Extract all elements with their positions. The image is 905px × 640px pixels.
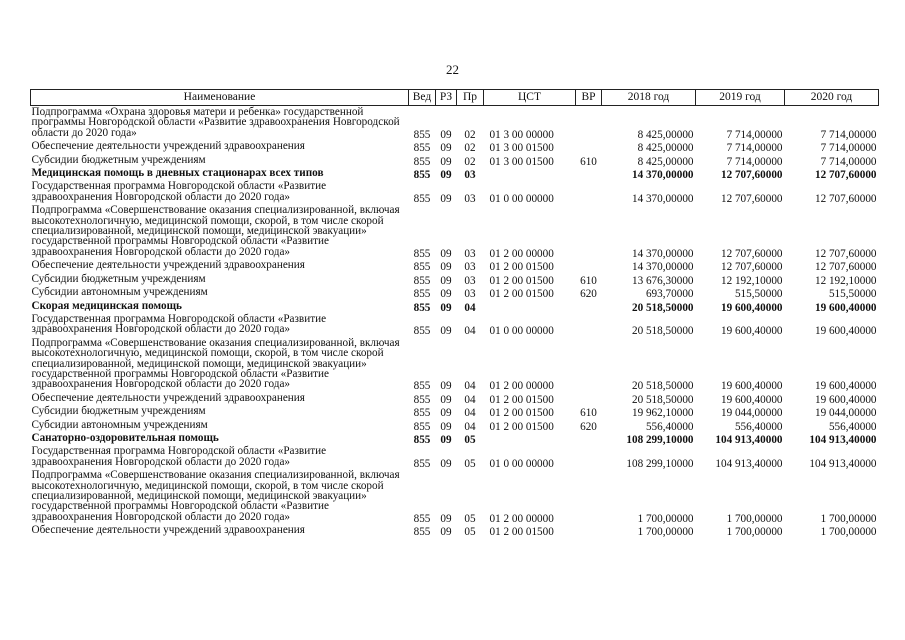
row-cst: 01 2 00 00000 xyxy=(489,512,554,525)
row-rz: 09 xyxy=(440,247,452,260)
row-amount-2020: 19 600,40000 xyxy=(814,380,877,393)
row-name: Государственная программа Новгородской области «Развитие здравоохранения Новгородской области до 2020 года» xyxy=(31,180,327,203)
row-rz: 09 xyxy=(440,142,452,155)
row-amount-2019: 1 700,00000 xyxy=(726,526,783,539)
table-row xyxy=(31,154,879,167)
row-vr xyxy=(576,524,602,537)
row-amount-2019: 12 707,60000 xyxy=(720,247,783,260)
row-amount-2019: 104 913,40000 xyxy=(715,457,783,470)
row-amount-2020: 7 714,00000 xyxy=(820,128,877,141)
table-row xyxy=(31,392,879,405)
row-amount-2020: 7 714,00000 xyxy=(820,142,877,155)
row-ved: 855 xyxy=(413,457,431,470)
table-row xyxy=(31,313,879,337)
row-pr: 05 xyxy=(464,457,476,470)
table-row xyxy=(31,300,879,313)
row-amount-2019: 19 600,40000 xyxy=(720,301,783,314)
row-ved: 855 xyxy=(413,247,431,260)
row-pr: 02 xyxy=(464,155,476,168)
table-row xyxy=(31,469,879,524)
row-amount-2020: 104 913,40000 xyxy=(809,457,877,470)
row-vr xyxy=(576,313,602,337)
row-rz: 09 xyxy=(440,261,452,274)
table-row xyxy=(31,259,879,272)
row-name: Подпрограмма «Совершенствование оказания специализированной, включая высокотехнологичную, медицинской помощи, скорой, в том числе скорой специализированной, медицинской помощи, медицинской эвакуации» государственной программы Новгородской области «Развитие здравоохранения Новгородской области до 2020 года» xyxy=(31,469,400,523)
table-row xyxy=(31,337,879,392)
row-cst: 01 3 00 01500 xyxy=(489,155,554,168)
row-pr: 04 xyxy=(464,325,476,338)
row-ved: 855 xyxy=(413,261,431,274)
row-rz: 09 xyxy=(440,433,452,446)
row-name: Субсидии бюджетным учреждениям xyxy=(31,153,206,166)
row-cst: 01 0 00 00000 xyxy=(489,325,554,338)
row-name: Обеспечение деятельности учреждений здравоохранения xyxy=(31,524,305,537)
row-amount-2018: 20 518,50000 xyxy=(631,393,694,406)
row-ved: 855 xyxy=(413,380,431,393)
row-amount-2019: 12 707,60000 xyxy=(720,169,783,182)
table-row xyxy=(31,140,879,153)
row-amount-2018: 14 370,00000 xyxy=(631,247,694,260)
row-cst: 01 0 00 00000 xyxy=(489,192,554,205)
table-row xyxy=(31,106,879,141)
row-amount-2018: 1 700,00000 xyxy=(637,512,694,525)
row-cst: 01 2 00 00000 xyxy=(489,247,554,260)
row-amount-2019: 19 044,00000 xyxy=(720,407,783,420)
row-amount-2018: 108 299,10000 xyxy=(626,457,694,470)
row-rz: 09 xyxy=(440,325,452,338)
row-cst xyxy=(484,432,576,445)
row-pr: 04 xyxy=(464,380,476,393)
row-cst: 01 2 00 00000 xyxy=(489,380,554,393)
row-vr xyxy=(576,445,602,469)
row-pr: 03 xyxy=(464,169,476,182)
row-amount-2020: 12 707,60000 xyxy=(814,169,877,182)
row-name: Скорая медицинская помощь xyxy=(31,299,182,312)
row-pr: 04 xyxy=(464,393,476,406)
row-cst: 01 2 00 01500 xyxy=(489,393,554,406)
row-amount-2018: 108 299,10000 xyxy=(626,433,694,446)
table-header-row xyxy=(31,90,879,106)
row-ved: 855 xyxy=(413,512,431,525)
row-ved: 855 xyxy=(413,128,431,141)
row-amount-2019: 556,40000 xyxy=(734,420,783,433)
row-amount-2018: 14 370,00000 xyxy=(631,261,694,274)
row-amount-2018: 20 518,50000 xyxy=(631,325,694,338)
row-rz: 09 xyxy=(440,192,452,205)
row-name: Подпрограмма «Совершенствование оказания специализированной, включая высокотехнологичную, медицинской помощи, скорой, в том числе скорой специализированной, медицинской помощи, медицинской эвакуации» государственной программы Новгородской области «Развитие здравоохранения Новгородской области до 2020 года» xyxy=(31,336,400,391)
row-amount-2020: 12 192,10000 xyxy=(814,274,877,287)
row-amount-2019: 19 600,40000 xyxy=(720,380,783,393)
row-cst: 01 3 00 00000 xyxy=(489,128,554,141)
row-amount-2020: 19 600,40000 xyxy=(814,301,877,314)
row-pr: 04 xyxy=(464,420,476,433)
row-rz: 09 xyxy=(440,393,452,406)
row-vr xyxy=(576,259,602,272)
table-row xyxy=(31,204,879,259)
header-name: Наименование xyxy=(31,90,409,106)
row-name: Субсидии автономным учреждениям xyxy=(31,418,208,431)
row-amount-2019: 7 714,00000 xyxy=(726,128,783,141)
table-row xyxy=(31,445,879,469)
row-amount-2019: 12 192,10000 xyxy=(720,274,783,287)
row-vr xyxy=(576,300,602,313)
row-pr: 05 xyxy=(464,512,476,525)
row-vr: 610 xyxy=(580,407,597,420)
row-amount-2020: 12 707,60000 xyxy=(814,261,877,274)
row-vr: 610 xyxy=(580,274,597,287)
row-name: Государственная программа Новгородской области «Развитие здравоохранения Новгородской области до 2020 года» xyxy=(31,445,327,468)
row-rz: 09 xyxy=(440,407,452,420)
row-pr: 04 xyxy=(464,301,476,314)
row-ved: 855 xyxy=(413,274,431,287)
row-pr: 02 xyxy=(464,142,476,155)
row-name: Обеспечение деятельности учреждений здравоохранения xyxy=(31,259,305,272)
row-ved: 855 xyxy=(413,142,431,155)
row-ved: 855 xyxy=(413,155,431,168)
row-amount-2019: 515,50000 xyxy=(734,288,783,301)
row-cst: 01 2 00 01500 xyxy=(489,274,554,287)
row-rz: 09 xyxy=(440,512,452,525)
budget-table xyxy=(30,89,879,538)
row-vr xyxy=(576,167,602,180)
row-amount-2018: 1 700,00000 xyxy=(637,526,694,539)
row-rz: 09 xyxy=(440,380,452,393)
row-ved: 855 xyxy=(413,192,431,205)
row-cst: 01 3 00 01500 xyxy=(489,142,554,155)
row-amount-2018: 14 370,00000 xyxy=(631,192,694,205)
row-pr: 02 xyxy=(464,128,476,141)
row-vr xyxy=(576,140,602,153)
row-vr: 620 xyxy=(580,288,597,301)
table-row xyxy=(31,524,879,537)
header-pr: Пр xyxy=(457,90,484,106)
row-amount-2019: 1 700,00000 xyxy=(726,512,783,525)
row-ved: 855 xyxy=(413,288,431,301)
row-ved: 855 xyxy=(413,393,431,406)
row-cst xyxy=(484,167,576,180)
header-ved: Вед xyxy=(409,90,436,106)
row-name: Медицинская помощь в дневных стационарах всех типов xyxy=(31,167,324,180)
row-amount-2020: 104 913,40000 xyxy=(809,433,877,446)
row-pr: 05 xyxy=(464,526,476,539)
row-vr xyxy=(576,204,602,259)
header-cst: ЦСТ xyxy=(484,90,576,106)
row-cst: 01 2 00 01500 xyxy=(489,261,554,274)
row-name: Подпрограмма «Совершенствование оказания специализированной, включая высокотехнологичную, медицинской помощи, скорой, в том числе скорой специализированной, медицинской помощи, медицинской эвакуации» государственной программы Новгородской области «Развитие здравоохранения Новгородской области до 2020 года» xyxy=(31,204,400,258)
row-amount-2020: 12 707,60000 xyxy=(814,247,877,260)
row-amount-2020: 1 700,00000 xyxy=(820,526,877,539)
row-amount-2018: 20 518,50000 xyxy=(631,301,694,314)
row-vr: 610 xyxy=(580,155,597,168)
row-amount-2019: 12 707,60000 xyxy=(720,261,783,274)
row-pr: 03 xyxy=(464,247,476,260)
header-2018: 2018 год xyxy=(602,90,696,106)
row-amount-2018: 13 676,30000 xyxy=(631,274,694,287)
row-vr xyxy=(576,432,602,445)
row-ved: 855 xyxy=(413,301,431,314)
row-rz: 09 xyxy=(440,457,452,470)
table-body xyxy=(31,106,879,538)
row-pr: 03 xyxy=(464,261,476,274)
row-vr xyxy=(576,392,602,405)
row-name: Субсидии бюджетным учреждениям xyxy=(31,272,206,285)
row-cst: 01 2 00 01500 xyxy=(489,420,554,433)
row-vr xyxy=(576,106,602,141)
row-amount-2019: 7 714,00000 xyxy=(726,155,783,168)
row-amount-2020: 7 714,00000 xyxy=(820,155,877,168)
row-name: Обеспечение деятельности учреждений здравоохранения xyxy=(31,391,305,404)
row-ved: 855 xyxy=(413,526,431,539)
row-vr xyxy=(576,469,602,524)
header-vr: ВР xyxy=(576,90,602,106)
row-amount-2018: 8 425,00000 xyxy=(637,128,694,141)
header-2020: 2020 год xyxy=(785,90,879,106)
row-name: Санаторно-оздоровительная помощь xyxy=(31,431,219,444)
row-vr: 620 xyxy=(580,420,597,433)
row-pr: 03 xyxy=(464,192,476,205)
row-name: Государственная программа Новгородской области «Развитие здравоохранения Новгородской области до 2020 года» xyxy=(31,312,327,336)
row-pr: 03 xyxy=(464,288,476,301)
header-2019: 2019 год xyxy=(696,90,785,106)
table-row xyxy=(31,419,879,432)
row-name: Субсидии бюджетным учреждениям xyxy=(31,405,206,418)
row-amount-2018: 20 518,50000 xyxy=(631,380,694,393)
row-cst: 01 2 00 01500 xyxy=(489,526,554,539)
row-amount-2020: 19 044,00000 xyxy=(814,407,877,420)
table-row xyxy=(31,180,879,204)
row-amount-2020: 12 707,60000 xyxy=(814,192,877,205)
row-pr: 05 xyxy=(464,433,476,446)
row-pr: 03 xyxy=(464,274,476,287)
row-ved: 855 xyxy=(413,420,431,433)
row-name: Подпрограмма «Охрана здоровья матери и ребенка» государственной программы Новгородской области «Развитие здравоохранения Новгородской области до 2020 года» xyxy=(31,106,400,139)
row-amount-2018: 8 425,00000 xyxy=(637,155,694,168)
table-row xyxy=(31,286,879,299)
row-vr xyxy=(576,180,602,204)
row-amount-2018: 693,70000 xyxy=(645,288,694,301)
row-amount-2020: 1 700,00000 xyxy=(820,512,877,525)
table-row xyxy=(31,167,879,180)
row-rz: 09 xyxy=(440,301,452,314)
table-row xyxy=(31,405,879,418)
table-row xyxy=(31,273,879,286)
row-amount-2019: 19 600,40000 xyxy=(720,325,783,338)
row-rz: 09 xyxy=(440,420,452,433)
row-cst: 01 2 00 01500 xyxy=(489,407,554,420)
row-amount-2018: 8 425,00000 xyxy=(637,142,694,155)
row-rz: 09 xyxy=(440,169,452,182)
row-amount-2019: 104 913,40000 xyxy=(715,433,783,446)
table-row xyxy=(31,432,879,445)
header-rz: РЗ xyxy=(436,90,457,106)
row-amount-2020: 19 600,40000 xyxy=(814,325,877,338)
row-amount-2019: 19 600,40000 xyxy=(720,393,783,406)
row-amount-2020: 19 600,40000 xyxy=(814,393,877,406)
row-amount-2020: 556,40000 xyxy=(828,420,877,433)
row-cst: 01 2 00 01500 xyxy=(489,288,554,301)
row-rz: 09 xyxy=(440,288,452,301)
row-amount-2018: 14 370,00000 xyxy=(631,169,694,182)
row-vr xyxy=(576,337,602,392)
row-amount-2020: 515,50000 xyxy=(828,288,877,301)
row-rz: 09 xyxy=(440,274,452,287)
budget-table-container xyxy=(30,89,878,538)
row-name: Субсидии автономным учреждениям xyxy=(31,286,208,299)
row-rz: 09 xyxy=(440,526,452,539)
row-amount-2019: 12 707,60000 xyxy=(720,192,783,205)
row-amount-2018: 19 962,10000 xyxy=(631,407,694,420)
row-cst: 01 0 00 00000 xyxy=(489,457,554,470)
row-ved: 855 xyxy=(413,169,431,182)
row-name: Обеспечение деятельности учреждений здравоохранения xyxy=(31,140,305,153)
row-rz: 09 xyxy=(440,155,452,168)
row-amount-2018: 556,40000 xyxy=(645,420,694,433)
row-cst xyxy=(484,300,576,313)
row-ved: 855 xyxy=(413,433,431,446)
row-pr: 04 xyxy=(464,407,476,420)
page-number: 22 xyxy=(446,62,459,77)
row-ved: 855 xyxy=(413,407,431,420)
row-ved: 855 xyxy=(413,325,431,338)
row-amount-2019: 7 714,00000 xyxy=(726,142,783,155)
row-rz: 09 xyxy=(440,128,452,141)
